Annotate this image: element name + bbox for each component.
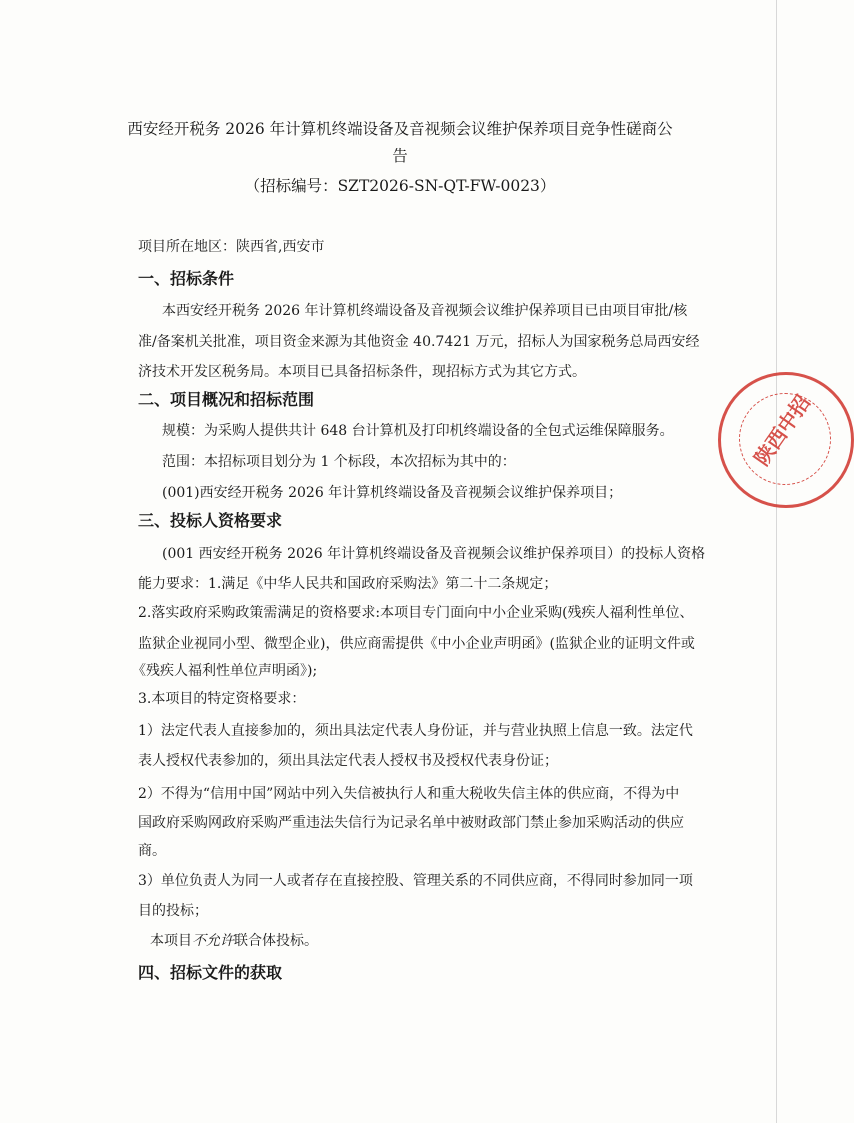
sec3-line6: 3.本项目的特定资格要求： [138, 691, 306, 707]
sec3-line12: 3）单位负责人为同一人或者存在直接控股、管理关系的不同供应商，不得同时参加同一项 [138, 873, 693, 889]
sec3-line11: 商。 [138, 843, 166, 859]
project-region: 项目所在地区：陕西省,西安市 [138, 239, 325, 255]
section-1-heading: 一、招标条件 [138, 269, 235, 288]
sec3-line1: (001 西安经开税务 2026 年计算机终端设备及音视频会议维护保养项目）的投标人资格 [162, 546, 706, 562]
official-seal [718, 372, 854, 508]
section-3-heading: 三、投标人资格要求 [138, 511, 283, 530]
document-title-line1: 西安经开税务 2026 年计算机终端设备及音视频会议维护保养项目竞争性磋商公 [127, 120, 673, 138]
sec3-line5: 《残疾人福利性单位声明函》); [132, 663, 318, 679]
sec2-lot: (001)西安经开税务 2026 年计算机终端设备及音视频会议维护保养项目； [162, 485, 623, 501]
sec1-para-line3: 济技术开发区税务局。本项目已具备招标条件，现招标方式为其它方式。 [138, 364, 586, 380]
sec3-line14-emphasis: 不允许 [192, 933, 234, 949]
sec3-line2: 能力要求：1.满足《中华人民共和国政府采购法》第二十二条规定； [138, 576, 558, 592]
sec3-line14-c: 联合体投标。 [234, 933, 318, 949]
sec3-line14 [150, 930, 318, 950]
sec3-line10: 国政府采购网政府采购严重违法失信行为记录名单中被财政部门禁止参加采购活动的供应 [138, 815, 684, 831]
sec3-line4: 监狱企业视同小型、微型企业)，供应商需提供《中小企业声明函》(监狱企业的证明文件或 [138, 636, 695, 652]
sec3-line13: 目的投标； [138, 903, 208, 919]
document-title-line2: 告 [392, 147, 408, 165]
section-4-heading: 四、招标文件的获取 [138, 963, 283, 982]
sec3-line9: 2）不得为“信用中国”网站中列入失信被执行人和重大税收失信主体的供应商，不得为中 [138, 786, 680, 802]
sec3-line14-a: 本项目 [150, 933, 192, 949]
sec3-line7: 1）法定代表人直接参加的，须出具法定代表人身份证，并与营业执照上信息一致。法定代 [138, 723, 693, 739]
scan-edge-line [776, 0, 777, 1123]
seal-text: 陕西中招 [749, 390, 816, 471]
sec3-line8: 表人授权代表参加的，须出具法定代表人授权书及授权代表身份证； [138, 753, 558, 769]
sec2-scale: 规模：为采购人提供共计 648 台计算机及打印机终端设备的全包式运维保障服务。 [162, 423, 674, 439]
sec2-scope: 范围：本招标项目划分为 1 个标段，本次招标为其中的： [162, 454, 516, 470]
tender-code: （招标编号：SZT2026-SN-QT-FW-0023） [244, 177, 556, 195]
sec3-line3: 2.落实政府采购政策需满足的资格要求:本项目专门面向中小企业采购(残疾人福利性单位、 [138, 605, 694, 621]
section-2-heading: 二、项目概况和招标范围 [138, 390, 315, 409]
sec1-para-line2: 准/备案机关批准，项目资金来源为其他资金 40.7421 万元，招标人为国家税务总局西安经 [138, 334, 700, 350]
sec1-para-line1: 本西安经开税务 2026 年计算机终端设备及音视频会议维护保养项目已由项目审批/核 [162, 303, 688, 319]
